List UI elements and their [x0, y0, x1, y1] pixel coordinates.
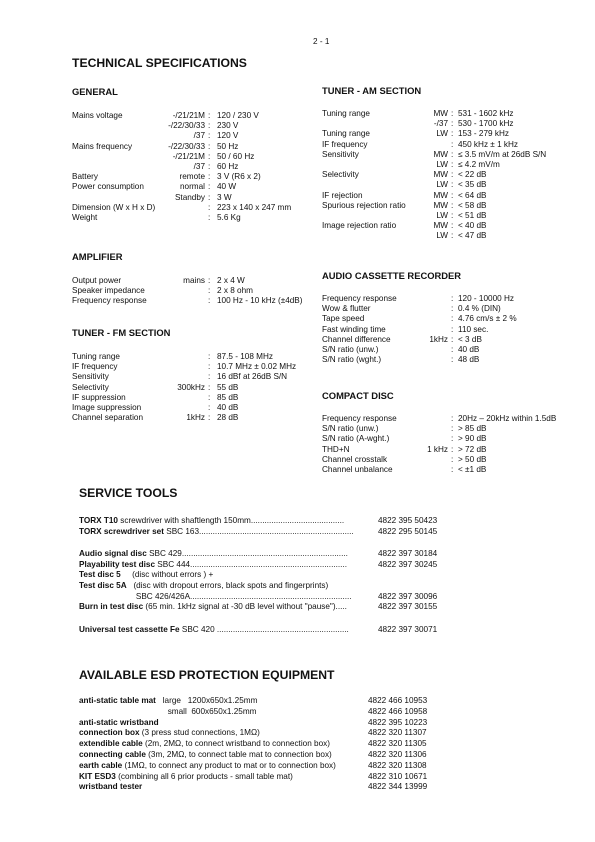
spec-value: 530 - 1700 kHz — [458, 119, 514, 129]
service-item — [79, 602, 519, 613]
spec-value: 230 V — [217, 121, 239, 131]
spec-row — [322, 160, 582, 170]
service-item-code: 4822 397 30096 — [378, 591, 438, 601]
spec-row — [322, 314, 582, 324]
spec-colon: : — [451, 119, 454, 129]
spec-value: 450 kHz ± 1 kHz — [458, 139, 519, 149]
service-item-code: 4822 395 50423 — [378, 516, 438, 525]
esd-list — [79, 696, 519, 793]
spec-value: > 90 dB — [458, 434, 487, 444]
spec-condition: LW — [436, 180, 448, 190]
spec-colon: : — [208, 286, 211, 296]
spec-condition: normal — [179, 182, 205, 192]
esd-item — [79, 772, 519, 783]
spec-colon: : — [451, 434, 454, 444]
spec-label: Mains frequency — [72, 141, 133, 151]
spec-colon: : — [208, 151, 211, 161]
spec-row — [322, 201, 582, 211]
spec-value: 60 Hz — [217, 161, 239, 171]
spec-colon: : — [208, 141, 211, 151]
spec-value: 4.76 cm/s ± 2 % — [458, 314, 517, 324]
spec-row — [322, 345, 582, 355]
spec-label: Battery — [72, 172, 98, 182]
spec-value: < 51 dB — [458, 210, 487, 220]
spec-row — [322, 355, 582, 365]
spec-colon: : — [451, 210, 454, 220]
service-item — [79, 592, 519, 603]
service-item-desc: (65 min. 1kHz signal at -30 dB level without "pause")..... — [143, 602, 347, 612]
spec-row — [72, 393, 322, 403]
amplifier-heading: AMPLIFIER — [72, 251, 123, 262]
spec-label: Tuning range — [322, 109, 370, 118]
spec-colon: : — [451, 129, 454, 139]
service-item-name: Audio signal disc — [79, 549, 147, 559]
esd-item — [79, 718, 519, 729]
spec-label: Channel unbalance — [322, 464, 393, 474]
service-item-desc: SBC 429......................................................................... — [146, 549, 348, 559]
spec-row — [322, 465, 582, 475]
esd-item — [79, 761, 519, 772]
spec-value: 85 dB — [217, 392, 239, 402]
esd-item — [79, 750, 519, 761]
service-item-desc: SBC 163.................................................................... — [163, 526, 354, 536]
spec-condition: LW — [436, 231, 448, 241]
spec-colon: : — [451, 139, 454, 149]
spec-row — [72, 296, 322, 306]
spec-colon: : — [208, 172, 211, 182]
esd-item-desc: large 1200x650x1.25mm — [155, 696, 258, 705]
spec-colon: : — [208, 111, 211, 120]
spec-value: 40 W — [217, 182, 237, 192]
esd-item-name: wristband tester — [79, 782, 143, 792]
esd-item-desc: (combining all 6 prior products - small table mat) — [115, 771, 293, 781]
spec-colon: : — [451, 464, 454, 474]
esd-item-name: KIT ESD3 — [79, 771, 116, 781]
spec-row — [72, 172, 322, 182]
spec-label: Sensitivity — [322, 149, 359, 159]
spec-row — [72, 182, 322, 192]
spec-condition: MW — [433, 109, 448, 118]
spec-row — [322, 191, 582, 201]
spec-value: 2 x 4 W — [217, 276, 245, 285]
spec-colon: : — [451, 424, 454, 434]
spec-label: Mains voltage — [72, 111, 123, 120]
spec-value: < 3 dB — [458, 334, 482, 344]
cd-table — [322, 414, 582, 475]
service-heading: SERVICE TOOLS — [79, 486, 178, 500]
spec-label: Power consumption — [72, 182, 144, 192]
spec-value: 40 dB — [458, 344, 480, 354]
spec-colon: : — [451, 355, 454, 365]
spec-value: < ±1 dB — [458, 464, 487, 474]
esd-item-desc: (3m, 2MΩ, to connect table mat to connection box) — [145, 749, 332, 759]
spec-condition: LW — [436, 210, 448, 220]
general-heading: GENERAL — [72, 86, 118, 97]
esd-item-code: 4822 466 10958 — [368, 706, 428, 716]
spec-row — [72, 372, 322, 382]
service-item — [79, 581, 519, 592]
spec-row — [322, 445, 582, 455]
spec-label: Tuning range — [322, 129, 370, 139]
spec-row — [322, 221, 582, 231]
esd-item-desc: (3 press stud connections, 1MΩ) — [139, 728, 260, 738]
spec-colon: : — [208, 121, 211, 131]
esd-item-code: 4822 310 10671 — [368, 771, 428, 781]
spec-label: IF frequency — [322, 139, 368, 149]
spec-label: IF suppression — [72, 392, 126, 402]
spec-colon: : — [208, 131, 211, 141]
spec-row — [322, 211, 582, 221]
spec-value: 16 dBf at 26dB S/N — [217, 372, 288, 382]
spec-row — [322, 140, 582, 150]
spec-row — [72, 276, 322, 286]
spec-colon: : — [451, 159, 454, 169]
spec-value: 55 dB — [217, 382, 239, 392]
spec-value: 0.4 % (DIN) — [458, 304, 501, 314]
esd-item-code: 4822 320 11306 — [368, 749, 427, 759]
spec-row — [72, 286, 322, 296]
service-item-code: 4822 295 50145 — [378, 526, 438, 536]
cd-heading: COMPACT DISC — [322, 390, 394, 401]
esd-item-name: extendible cable — [79, 739, 143, 749]
spec-value: 87.5 - 108 MHz — [217, 352, 273, 361]
esd-item — [79, 707, 519, 718]
service-item-code: 4822 397 30155 — [378, 602, 438, 612]
spec-colon: : — [451, 190, 454, 200]
spec-row — [322, 231, 582, 241]
spec-row — [72, 131, 322, 141]
spec-value: 223 x 140 x 247 mm — [217, 202, 292, 212]
esd-item-code: 4822 320 11305 — [368, 739, 427, 749]
spec-label: Channel difference — [322, 334, 391, 344]
spec-colon: : — [451, 444, 454, 454]
spec-condition: 1kHz — [429, 334, 448, 344]
spec-row — [72, 152, 322, 162]
esd-item-desc: (2m, 2MΩ, to connect wristband to connection box) — [142, 739, 330, 749]
spec-condition: mains — [183, 276, 205, 285]
service-item-code: 4822 397 30184 — [378, 549, 438, 559]
esd-item-name: anti-static table mat — [79, 696, 156, 705]
service-item-name: Universal test cassette Fe — [79, 624, 180, 634]
spec-label: IF rejection — [322, 190, 363, 200]
spec-value: > 50 dB — [458, 454, 487, 464]
spec-row — [72, 213, 322, 223]
spec-colon: : — [208, 161, 211, 171]
service-item-desc: SBC 420 .......................................................... — [179, 624, 349, 634]
spec-value: 153 - 279 kHz — [458, 129, 509, 139]
spec-label: Frequency response — [72, 296, 147, 306]
service-item — [79, 527, 519, 538]
spec-colon: : — [208, 382, 211, 392]
spec-row — [72, 111, 322, 121]
spec-value: 40 dB — [217, 402, 239, 412]
spec-label: Selectivity — [72, 382, 109, 392]
spec-value: 100 Hz - 10 kHz (±4dB) — [217, 296, 303, 306]
spec-value: > 85 dB — [458, 424, 487, 434]
esd-heading: AVAILABLE ESD PROTECTION EQUIPMENT — [79, 668, 335, 682]
spec-condition: 300kHz — [177, 382, 205, 392]
spec-colon: : — [208, 182, 211, 192]
spec-value: 120 - 10000 Hz — [458, 294, 514, 303]
spec-condition: remote — [179, 172, 205, 182]
spec-condition: MW — [433, 200, 448, 210]
spec-colon: : — [451, 221, 454, 231]
am-heading: TUNER - AM SECTION — [322, 85, 422, 96]
esd-item-code: 4822 395 10223 — [368, 717, 428, 727]
spec-label: Frequency response — [322, 294, 397, 303]
spec-label: Wow & flutter — [322, 304, 371, 314]
spec-colon: : — [451, 231, 454, 241]
spec-value: < 40 dB — [458, 221, 487, 231]
esd-item-code: 4822 466 10953 — [368, 696, 428, 705]
spec-row — [322, 294, 582, 304]
esd-item-name: connection box — [79, 728, 140, 738]
spec-colon: : — [208, 372, 211, 382]
spec-condition: /37 — [193, 131, 205, 141]
spec-label: Sensitivity — [72, 372, 109, 382]
fm-table — [72, 352, 322, 423]
spec-value: < 64 dB — [458, 190, 487, 200]
spec-colon: : — [451, 109, 454, 118]
spec-colon: : — [451, 414, 454, 423]
spec-value: < 58 dB — [458, 200, 487, 210]
spec-label: Speaker impedance — [72, 286, 145, 296]
service-item-name: Burn in test disc — [79, 602, 144, 612]
esd-item-name: anti-static wristband — [79, 717, 159, 727]
spec-value: 50 Hz — [217, 141, 239, 151]
spec-condition: -/22/30/33 — [168, 141, 205, 151]
spec-row — [322, 434, 582, 444]
spec-row — [72, 352, 322, 362]
page-number: 2 - 1 — [313, 37, 330, 46]
spec-colon: : — [208, 413, 211, 423]
service-item-code: 4822 397 30071 — [378, 624, 438, 634]
spec-value: 28 dB — [217, 413, 239, 423]
spec-label: Frequency response — [322, 414, 397, 423]
spec-row — [72, 142, 322, 152]
spec-colon: : — [208, 276, 211, 285]
spec-row — [322, 150, 582, 160]
spec-condition: MW — [433, 149, 448, 159]
service-item — [79, 516, 519, 527]
spec-colon: : — [208, 212, 211, 222]
spec-row — [322, 170, 582, 180]
service-item-desc: screwdriver with shaftlength 150mm......................................... — [117, 516, 345, 525]
spec-label: Tape speed — [322, 314, 365, 324]
spec-value: 10.7 MHz ± 0.02 MHz — [217, 362, 297, 372]
spec-colon: : — [451, 454, 454, 464]
esd-item — [79, 728, 519, 739]
spec-value: 50 / 60 Hz — [217, 151, 255, 161]
spec-condition: Standby — [174, 192, 205, 202]
service-item-code: 4822 397 30245 — [378, 559, 438, 569]
spec-label: Dimension (W x H x D) — [72, 202, 156, 212]
cassette-table — [322, 294, 582, 365]
spec-value: < 47 dB — [458, 231, 487, 241]
specs-title: TECHNICAL SPECIFICATIONS — [72, 56, 247, 70]
spec-label: Weight — [72, 212, 98, 222]
esd-item — [79, 739, 519, 750]
spec-row — [322, 304, 582, 314]
service-item-name: TORX T10 — [79, 516, 118, 525]
spec-colon: : — [451, 304, 454, 314]
spec-condition: -/37 — [433, 119, 448, 129]
spec-label: S/N ratio (wght.) — [322, 355, 382, 365]
spec-row — [322, 129, 582, 139]
spec-condition: LW — [436, 159, 448, 169]
service-item-desc: SBC 426/426A....................................................................... — [79, 591, 352, 601]
service-item — [79, 625, 519, 636]
esd-item-code: 4822 320 11308 — [368, 760, 427, 770]
spec-row — [72, 203, 322, 213]
service-item-name: Playability test disc — [79, 559, 155, 569]
spec-colon: : — [451, 324, 454, 334]
spec-colon: : — [208, 402, 211, 412]
spec-value: 3 W — [217, 192, 232, 202]
spec-value: 2 x 8 ohm — [217, 286, 253, 296]
spec-value: < 22 dB — [458, 170, 487, 180]
spec-value: 120 / 230 V — [217, 111, 259, 120]
spec-label: Channel crosstalk — [322, 454, 388, 464]
spec-label: Fast winding time — [322, 324, 386, 334]
spec-row — [322, 414, 582, 424]
service-item — [79, 570, 519, 581]
spec-row — [322, 119, 582, 129]
spec-row — [322, 335, 582, 345]
spec-colon: : — [208, 202, 211, 212]
spec-value: 48 dB — [458, 355, 480, 365]
spec-colon: : — [208, 296, 211, 306]
spec-label: IF frequency — [72, 362, 118, 372]
service-item — [79, 560, 519, 571]
service-item-desc: (disc without errors ) + — [120, 570, 214, 580]
esd-item — [79, 696, 519, 707]
spec-row — [72, 362, 322, 372]
esd-item-desc: small 600x650x1.25mm — [79, 706, 257, 716]
service-item-name: Test disc 5A — [79, 580, 127, 590]
spec-value: 110 sec. — [458, 324, 489, 334]
spec-label: Tuning range — [72, 352, 120, 361]
spec-row — [322, 109, 582, 119]
spec-label: S/N ratio (A-wght.) — [322, 434, 390, 444]
spec-condition: 1kHz — [186, 413, 205, 423]
esd-item-name: earth cable — [79, 760, 123, 770]
spec-label: Image suppression — [72, 402, 142, 412]
service-item-desc: (disc with dropout errors, black spots and fingerprints) — [126, 580, 329, 590]
esd-item-name: connecting cable — [79, 749, 146, 759]
spec-value: 20Hz – 20kHz within 1.5dB — [458, 414, 557, 423]
esd-item-code: 4822 320 11307 — [368, 728, 427, 738]
cassette-heading: AUDIO CASSETTE RECORDER — [322, 270, 462, 281]
service-item-name: Test disc 5 — [79, 570, 121, 580]
spec-row — [72, 193, 322, 203]
spec-colon: : — [208, 392, 211, 402]
spec-colon: : — [451, 314, 454, 324]
service-item-desc: SBC 444..................................................................... — [155, 559, 348, 569]
spec-condition: MW — [433, 221, 448, 231]
spec-colon: : — [208, 352, 211, 361]
service-item — [79, 549, 519, 560]
spec-colon: : — [451, 334, 454, 344]
spec-value: > 72 dB — [458, 444, 487, 454]
spec-colon: : — [451, 200, 454, 210]
spec-label: Channel separation — [72, 413, 144, 423]
spec-condition: /37 — [193, 161, 205, 171]
spec-value: ≤ 3.5 mV/m at 26dB S/N — [458, 149, 547, 159]
spec-label: Selectivity — [322, 170, 359, 180]
spec-colon: : — [451, 294, 454, 303]
spec-colon: : — [451, 170, 454, 180]
spec-row — [322, 325, 582, 335]
spec-row — [322, 424, 582, 434]
spec-condition: LW — [436, 129, 448, 139]
spec-label: S/N ratio (unw.) — [322, 424, 379, 434]
service-item-name: TORX screwdriver set — [79, 526, 164, 536]
spec-row — [72, 121, 322, 131]
amplifier-table — [72, 276, 322, 307]
spec-value: < 35 dB — [458, 180, 487, 190]
esd-item-desc: (1MΩ, to connect any product to mat or to connection box) — [122, 760, 336, 770]
spec-colon: : — [451, 149, 454, 159]
spec-value: ≤ 4.2 mV/m — [458, 159, 500, 169]
spec-row — [72, 383, 322, 393]
spec-condition: -/22/30/33 — [168, 121, 205, 131]
spec-row — [72, 413, 322, 423]
service-list — [79, 516, 519, 635]
spec-row — [322, 180, 582, 190]
spec-condition: MW — [433, 170, 448, 180]
esd-item — [79, 782, 519, 793]
spec-value: 531 - 1602 kHz — [458, 109, 514, 118]
spec-condition: -/21/21M — [172, 151, 205, 161]
spec-value: 3 V (R6 x 2) — [217, 172, 261, 182]
fm-heading: TUNER - FM SECTION — [72, 327, 171, 338]
spec-label: Spurious rejection ratio — [322, 200, 406, 210]
general-table — [72, 111, 322, 223]
spec-condition: MW — [433, 190, 448, 200]
spec-condition: -/21/21M — [172, 111, 205, 120]
am-table — [322, 109, 582, 241]
spec-colon: : — [208, 362, 211, 372]
spec-colon: : — [451, 344, 454, 354]
spec-label: S/N ratio (unw.) — [322, 344, 379, 354]
spec-value: 120 V — [217, 131, 239, 141]
spec-value: 5.6 Kg — [217, 212, 241, 222]
spec-label: THD+N — [322, 444, 350, 454]
esd-item-code: 4822 344 13999 — [368, 782, 428, 792]
spec-row — [322, 455, 582, 465]
spec-condition: 1 kHz — [427, 444, 448, 454]
spec-label: Output power — [72, 276, 122, 285]
spec-label: Image rejection ratio — [322, 221, 397, 231]
spec-row — [72, 162, 322, 172]
spec-colon: : — [208, 192, 211, 202]
spec-colon: : — [451, 180, 454, 190]
spec-row — [72, 403, 322, 413]
